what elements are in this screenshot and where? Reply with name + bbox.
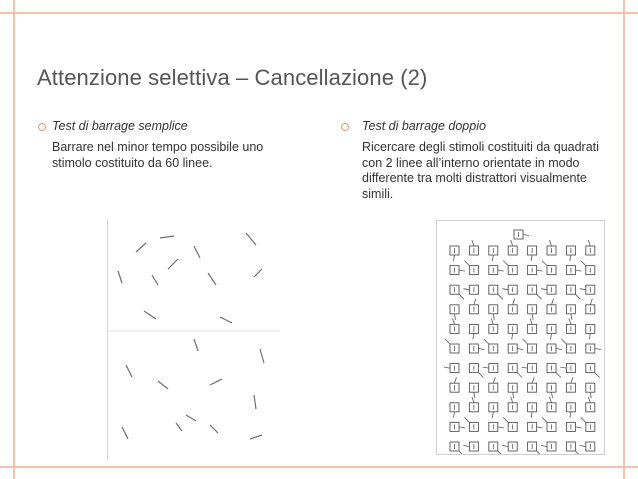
stimulus-square bbox=[560, 364, 575, 373]
stimulus-line bbox=[208, 273, 216, 285]
stimulus-square bbox=[541, 442, 556, 451]
stimulus-square bbox=[547, 364, 561, 378]
left-column-body: Barrare nel minor tempo possibile uno stimolo costituito da 60 linee. bbox=[52, 140, 264, 170]
stimulus-square bbox=[528, 305, 537, 320]
stimulus-square bbox=[528, 422, 543, 431]
slide-title: Attenzione selettiva – Cancellazione (2) bbox=[37, 65, 428, 90]
stimulus-square bbox=[580, 285, 595, 294]
stimulus-line bbox=[136, 243, 146, 252]
stimulus-square bbox=[469, 299, 478, 314]
stimulus-square bbox=[450, 266, 465, 275]
stimulus-line bbox=[168, 259, 178, 269]
frame-top-line bbox=[0, 12, 638, 14]
stimulus-square bbox=[508, 344, 523, 353]
stimulus-line bbox=[152, 275, 158, 285]
stimulus-square bbox=[450, 422, 465, 431]
stimulus-square bbox=[566, 266, 581, 275]
stimulus-square bbox=[566, 318, 575, 333]
stimulus-square bbox=[566, 377, 575, 392]
stimulus-line bbox=[118, 271, 122, 283]
stimulus-square bbox=[566, 403, 575, 418]
stimulus-square bbox=[542, 417, 556, 431]
stimulus-square bbox=[450, 305, 459, 320]
left-column-heading: Test di barrage semplice bbox=[52, 119, 188, 133]
stimulus-square bbox=[586, 397, 595, 412]
stimulus-square bbox=[489, 377, 498, 392]
stimulus-square bbox=[450, 246, 459, 261]
stimulus-line bbox=[158, 381, 168, 389]
stimulus-square bbox=[508, 383, 517, 398]
stimulus-square bbox=[483, 364, 498, 373]
stimulus-square bbox=[489, 266, 504, 275]
frame-right-line bbox=[623, 0, 625, 479]
circle-bullet-icon bbox=[341, 123, 349, 131]
stimulus-square bbox=[581, 417, 595, 431]
stimulus-line bbox=[210, 425, 218, 433]
stimulus-square bbox=[566, 442, 580, 454]
stimulus-square bbox=[528, 318, 537, 333]
stimulus-square bbox=[528, 266, 543, 275]
stimulus-line bbox=[220, 317, 232, 323]
double-barrage-squares-sheet bbox=[436, 220, 605, 455]
stimulus-square bbox=[463, 442, 478, 451]
stimulus-square bbox=[541, 285, 556, 294]
stimulus-square bbox=[508, 364, 522, 378]
stimulus-square bbox=[450, 442, 464, 454]
stimulus-square bbox=[528, 285, 542, 299]
stimulus-square bbox=[586, 383, 595, 398]
stimulus-square bbox=[503, 417, 517, 431]
stimulus-square bbox=[469, 240, 478, 255]
stimulus-square bbox=[450, 403, 459, 418]
stimulus-square bbox=[580, 442, 595, 451]
stimulus-square bbox=[586, 299, 595, 314]
stimulus-square bbox=[581, 261, 595, 275]
stimulus-line bbox=[246, 233, 256, 245]
frame-bottom-line bbox=[0, 466, 638, 468]
stimulus-square bbox=[586, 364, 600, 378]
stimulus-line bbox=[186, 415, 196, 421]
double-barrage-squares-drawing bbox=[437, 221, 604, 454]
right-column-heading: Test di barrage doppio bbox=[362, 119, 486, 133]
stimulus-square bbox=[450, 377, 459, 392]
stimulus-line bbox=[250, 435, 262, 439]
stimulus-line bbox=[126, 365, 132, 377]
stimulus-square bbox=[469, 324, 478, 339]
stimulus-square bbox=[469, 344, 484, 353]
stimulus-square bbox=[489, 305, 498, 320]
stimulus-square bbox=[566, 285, 580, 299]
stimulus-square bbox=[489, 318, 498, 333]
right-column-body: Ricercare degli stimoli costituiti da quadrati con 2 linee all’interno orientate in modo differente tra molti distrattori visualmente simili. bbox=[362, 140, 599, 201]
stimulus-square bbox=[528, 442, 542, 454]
stimulus-square bbox=[445, 339, 459, 353]
circle-bullet-icon bbox=[38, 123, 46, 131]
stimulus-square bbox=[586, 240, 595, 255]
stimulus-square bbox=[464, 417, 478, 431]
stimulus-line bbox=[194, 339, 198, 351]
stimulus-square bbox=[528, 377, 537, 392]
stimulus-square bbox=[566, 305, 575, 320]
stimulus-square bbox=[508, 240, 517, 255]
stimulus-line bbox=[254, 395, 256, 409]
stimulus-square bbox=[586, 344, 601, 353]
stimulus-square bbox=[508, 299, 517, 314]
stimulus-line bbox=[160, 236, 174, 238]
stimulus-square bbox=[489, 442, 503, 454]
stimulus-square bbox=[561, 339, 575, 353]
stimulus-square bbox=[489, 285, 503, 299]
stimulus-square bbox=[469, 397, 478, 412]
stimulus-square bbox=[444, 364, 459, 373]
stimulus-square bbox=[464, 261, 478, 275]
stimulus-square bbox=[547, 383, 556, 398]
stimulus-square bbox=[469, 383, 478, 398]
stimulus-square bbox=[547, 344, 562, 353]
frame-left-line bbox=[13, 0, 15, 479]
stimulus-line bbox=[176, 423, 182, 431]
stimulus-square bbox=[450, 285, 464, 299]
stimulus-square bbox=[484, 339, 498, 353]
stimulus-square bbox=[502, 285, 517, 294]
stimulus-square bbox=[566, 246, 575, 261]
stimulus-line bbox=[260, 349, 264, 363]
stimulus-square bbox=[489, 403, 498, 418]
stimulus-line bbox=[254, 269, 262, 277]
stimulus-square bbox=[547, 397, 556, 412]
stimulus-square bbox=[503, 261, 517, 275]
stimulus-square bbox=[542, 261, 556, 275]
stimulus-square bbox=[463, 285, 478, 294]
stimulus-square bbox=[528, 403, 537, 418]
stimulus-line bbox=[122, 427, 128, 439]
stimulus-square bbox=[508, 324, 517, 339]
stimulus-square bbox=[489, 422, 504, 431]
stimulus-line bbox=[144, 311, 156, 319]
stimulus-square bbox=[450, 318, 459, 333]
stimulus-square bbox=[547, 299, 556, 314]
stimulus-square bbox=[523, 339, 537, 353]
stimulus-square bbox=[469, 364, 483, 378]
stimulus-square bbox=[508, 397, 517, 412]
stimulus-square bbox=[489, 246, 498, 261]
stimulus-square bbox=[502, 442, 517, 451]
stimulus-square bbox=[522, 364, 537, 373]
line-cancellation-drawing bbox=[108, 219, 280, 460]
stimulus-square bbox=[528, 246, 537, 261]
stimulus-square bbox=[514, 230, 529, 239]
stimulus-line bbox=[210, 379, 222, 385]
stimulus-square bbox=[566, 422, 581, 431]
stimulus-square bbox=[586, 324, 595, 339]
stimulus-square bbox=[547, 324, 556, 339]
stimulus-square bbox=[547, 240, 556, 255]
stimulus-line bbox=[194, 246, 200, 258]
line-cancellation-test-sheet bbox=[107, 219, 280, 460]
